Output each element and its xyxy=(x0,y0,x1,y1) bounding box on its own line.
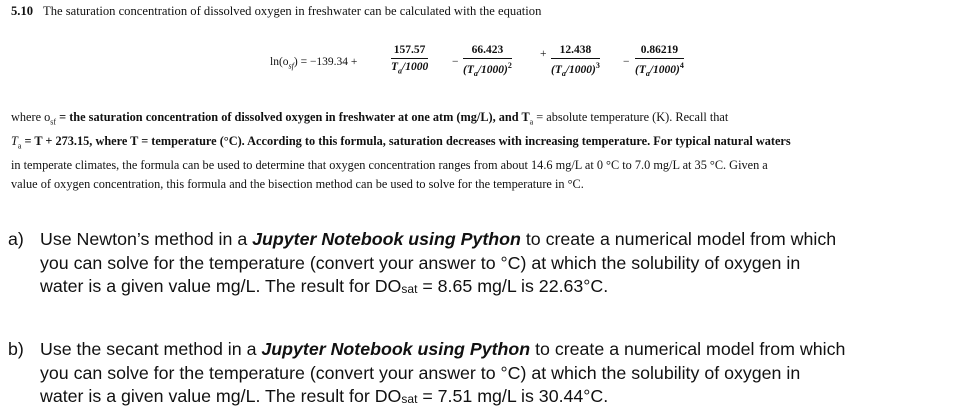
question-b-line-2: you can solve for the temperature (convert your answer to °C) at which the solubility of oxygen in xyxy=(40,362,801,383)
question-a-label: a) xyxy=(8,229,24,249)
oxygen-saturation-equation xyxy=(270,44,790,84)
equation-term-1: $\frac{157.57}{T_a/1000}$ xyxy=(391,44,429,76)
question-a-line-3: water is a given value mg/L. The result for DOsat = 8.65 mg/L is 22.63°C. xyxy=(40,276,609,296)
question-b-line-3: water is a given value mg/L. The result for DOsat = 7.51 mg/L is 30.44°C. xyxy=(40,386,609,406)
equation-term-3: $\frac{12.438}{(T_a/1000)^3}$ xyxy=(551,44,600,79)
equation-op-1: − xyxy=(452,56,459,68)
description-line-2: $T_a = T + 273.15$, where T = temperature (°C). According to this formula, saturation decreases with increasing temperature. For typical natural waters xyxy=(11,133,791,151)
equation-term-4: $\frac{0.86219}{(T_a/1000)^4}$ xyxy=(635,44,684,79)
equation-term-2: $\frac{66.423}{(T_a/1000)^2}$ xyxy=(463,44,512,79)
question-a-line-1: Use Newton’s method in a Jupyter Notebook using Python to create a numerical model from which xyxy=(40,229,837,249)
equation-op-3: − xyxy=(623,56,630,68)
equation-op-2: + xyxy=(540,48,547,60)
description-line-3: in temperate climates, the formula can be used to determine that oxygen concentration ranges from about 14.6 mg/L at 0 °C to 7.0 mg/L at 35 °C. Given a xyxy=(11,157,768,172)
question-b-line-1: Use the secant method in a Jupyter Notebook using Python to create a numerical model from which xyxy=(40,339,846,359)
problem-description xyxy=(11,108,951,195)
question-a-line-2: you can solve for the temperature (convert your answer to °C) at which the solubility of oxygen in xyxy=(40,252,801,273)
description-line-1: where $o_{sf}$ = the saturation concentration of dissolved oxygen in freshwater at one atm (mg/L), and $T_a$ = absolute temperature (K). Recall that xyxy=(11,110,729,127)
question-b-label: b) xyxy=(8,339,24,359)
problem-number: 5.10 xyxy=(11,4,34,18)
problem-intro: The saturation concentration of dissolved oxygen in freshwater can be calculated with the equation xyxy=(43,4,542,18)
problem-header xyxy=(11,4,541,19)
description-line-4: value of oxygen concentration, this formula and the bisection method can be used to solve for the temperature in °C. xyxy=(11,177,584,192)
equation-lhs: $\ln(o_{sf}) = -139.34$ + xyxy=(270,56,358,71)
